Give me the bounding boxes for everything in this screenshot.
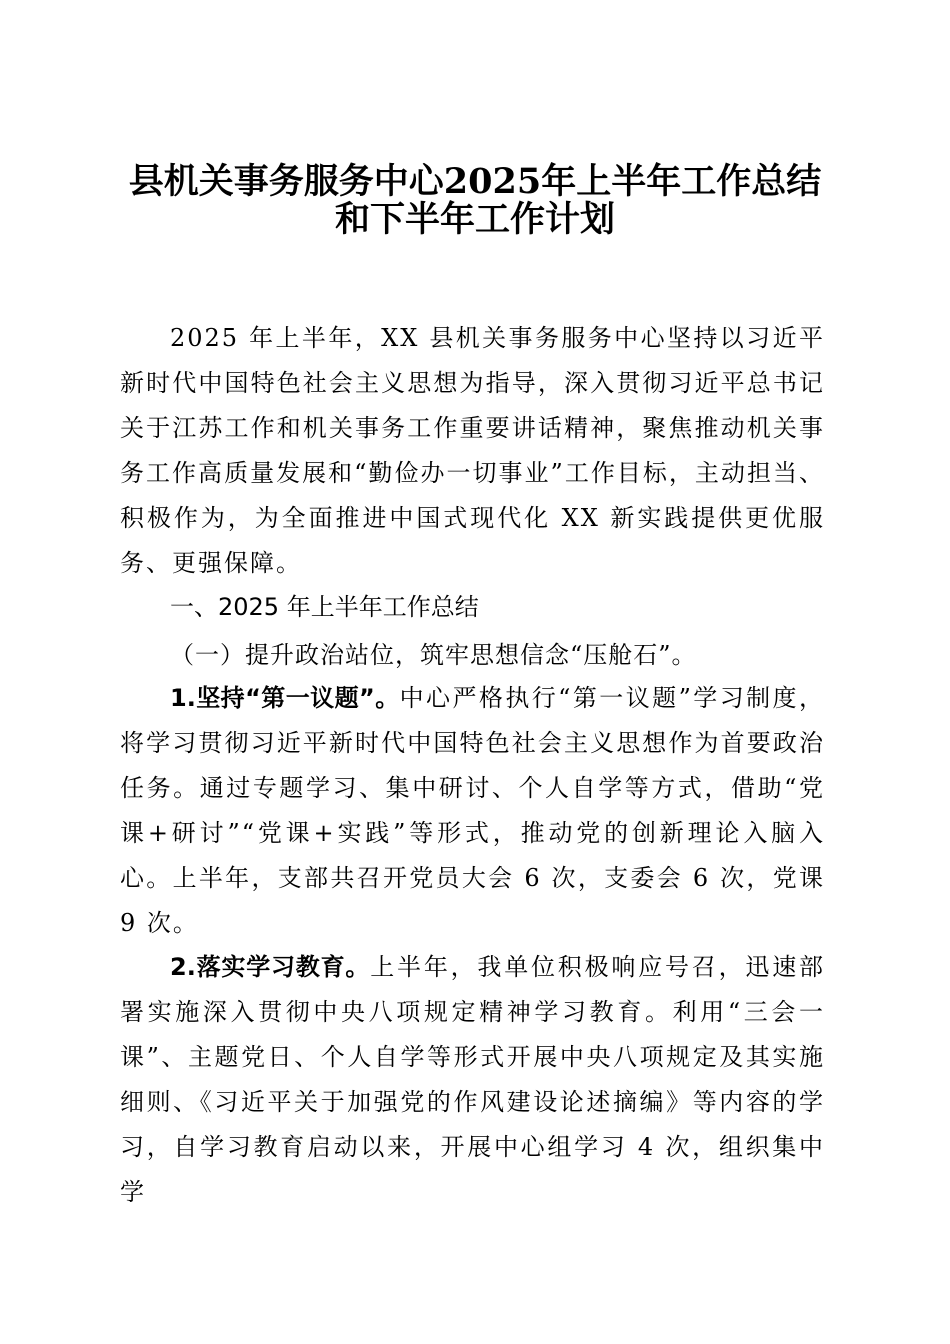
- item-2-text: 上半年，我单位积极响应号召，迅速部署实施深入贯彻中央八项规定精神学习教育。利用“三会一课”、主题党日、个人自学等形式开展中央八项规定及其实施细则、《习近平关于加强党的作风建设论述摘编》等内容的学习，自学习教育启动以来，开展中心组学习 4 次，组织集中学: [120, 953, 825, 1206]
- document-title-line-2: 和下半年工作计划: [334, 199, 615, 240]
- item-2-lead: 2.落实学习教育。: [170, 953, 371, 981]
- item-1-text: 中心严格执行“第一议题”学习制度，将学习贯彻习近平新时代中国特色社会主义思想作为首要政治任务。通过专题学习、集中研讨、个人自学等方式，借助“党课+研讨”“党课+实践”等形式，推动党的创新理论入脑入心。上半年，支部共召开党员大会 6 次，支委会 6 次，党课 9 次。: [120, 684, 825, 937]
- item-1-paragraph: [120, 676, 825, 946]
- intro-paragraph: 2025 年上半年，XX 县机关事务服务中心坚持以习近平新时代中国特色社会主义思想为指导，深入贯彻习近平总书记关于江苏工作和机关事务工作重要讲话精神，聚焦推动机关事务工作高质量发展和“勤俭办一切事业”工作目标，主动担当、积极作为，为全面推进中国式现代化 XX 新实践提供更优服务、更强保障。: [120, 324, 825, 577]
- document-title-line-1: 县机关事务服务中心2025年上半年工作总结: [128, 161, 822, 202]
- section-heading-1: 一、2025 年上半年工作总结: [170, 593, 479, 621]
- item-2-paragraph: [120, 945, 825, 1215]
- subsection-heading-1: （一）提升政治站位，筑牢思想信念“压舱石”。: [170, 641, 697, 669]
- item-1-lead: 1.坚持“第一议题”。: [170, 684, 400, 712]
